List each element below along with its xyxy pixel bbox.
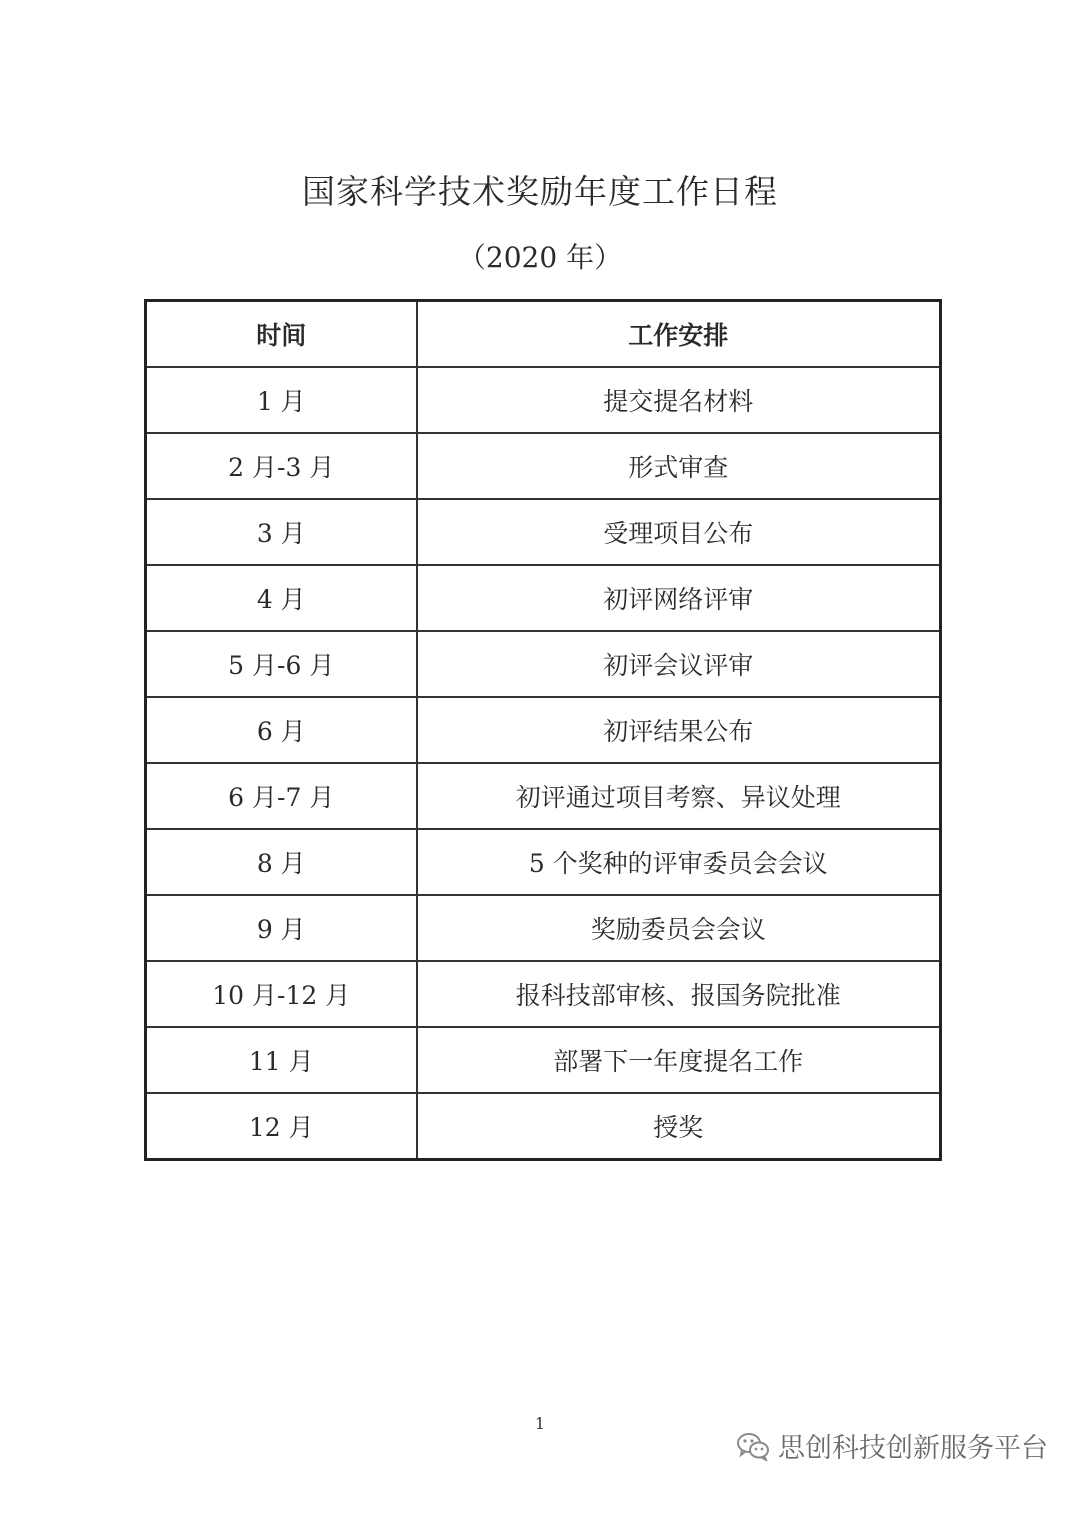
table-row <box>146 433 941 499</box>
task-cell: 5 个奖种的评审委员会会议 <box>417 829 941 895</box>
table-row <box>146 1093 941 1160</box>
table-row <box>146 829 941 895</box>
task-cell: 奖励委员会会议 <box>417 895 941 961</box>
time-cell: 9 月 <box>146 895 417 961</box>
table-row <box>146 697 941 763</box>
task-cell: 形式审查 <box>417 433 941 499</box>
time-cell: 8 月 <box>146 829 417 895</box>
time-cell: 10 月-12 月 <box>146 961 417 1027</box>
watermark <box>736 1426 1048 1465</box>
task-cell: 初评结果公布 <box>417 697 941 763</box>
task-cell: 报科技部审核、报国务院批准 <box>417 961 941 1027</box>
table-row <box>146 565 941 631</box>
task-cell: 初评会议评审 <box>417 631 941 697</box>
time-cell: 6 月 <box>146 697 417 763</box>
table-row <box>146 499 941 565</box>
task-cell: 部署下一年度提名工作 <box>417 1027 941 1093</box>
task-cell: 授奖 <box>417 1093 941 1160</box>
page-number: 1 <box>534 1414 546 1433</box>
time-cell: 2 月-3 月 <box>146 433 417 499</box>
task-cell: 受理项目公布 <box>417 499 941 565</box>
time-cell: 5 月-6 月 <box>146 631 417 697</box>
time-cell: 4 月 <box>146 565 417 631</box>
header-time: 时间 <box>146 301 417 368</box>
document-title: 国家科学技术奖励年度工作日程 <box>302 172 778 211</box>
task-cell: 初评网络评审 <box>417 565 941 631</box>
time-cell: 3 月 <box>146 499 417 565</box>
time-cell: 6 月-7 月 <box>146 763 417 829</box>
task-cell: 初评通过项目考察、异议处理 <box>417 763 941 829</box>
wechat-icon <box>736 1431 770 1461</box>
document-subtitle: （2020 年） <box>457 241 623 274</box>
table-row <box>146 367 941 433</box>
watermark-text: 思创科技创新服务平台 <box>778 1433 1048 1464</box>
header-task: 工作安排 <box>417 301 941 368</box>
table-row <box>146 1027 941 1093</box>
table-header-row <box>146 301 941 368</box>
time-cell: 1 月 <box>146 367 417 433</box>
time-cell: 11 月 <box>146 1027 417 1093</box>
schedule-table <box>144 299 942 1161</box>
table-row <box>146 895 941 961</box>
table-row <box>146 631 941 697</box>
time-cell: 12 月 <box>146 1093 417 1160</box>
table-row <box>146 763 941 829</box>
table-row <box>146 961 941 1027</box>
task-cell: 提交提名材料 <box>417 367 941 433</box>
